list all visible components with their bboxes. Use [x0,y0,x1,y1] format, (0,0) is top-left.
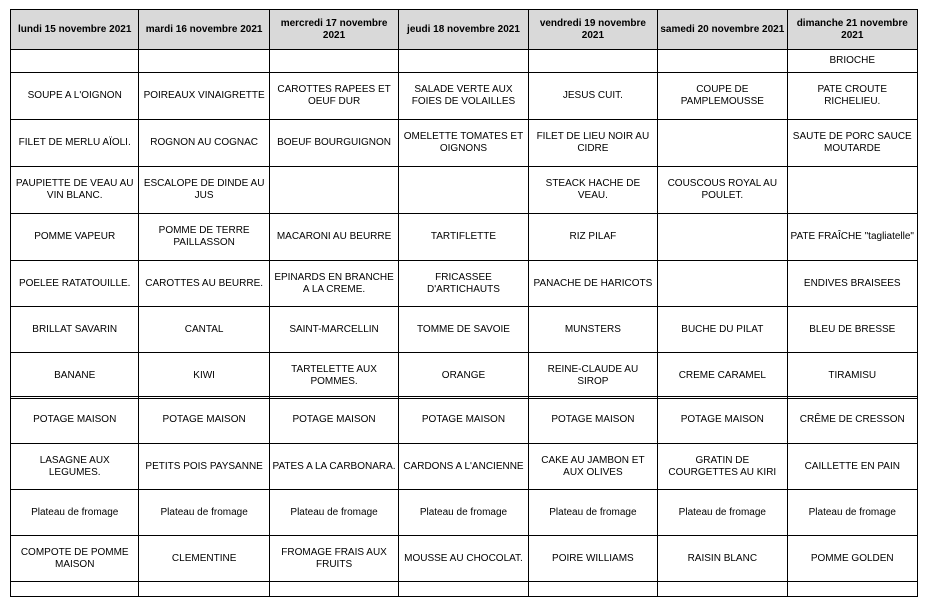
menu-cell: FRICASSEE D'ARTICHAUTS [399,261,528,307]
menu-cell: Plateau de fromage [11,490,139,536]
menu-cell: Plateau de fromage [658,490,787,536]
menu-cell: SALADE VERTE AUX FOIES DE VOLAILLES [399,73,528,120]
menu-cell: POTAGE MAISON [269,397,398,444]
menu-cell: MUNSTERS [528,307,657,353]
table-row [11,490,918,536]
day-header: samedi 20 novembre 2021 [658,10,787,50]
dinner-menu-body [11,397,918,597]
menu-cell [787,167,917,214]
menu-cell: PATE CROUTE RICHELIEU. [787,73,917,120]
menu-cell: BUCHE DU PILAT [658,307,787,353]
menu-cell: CARDONS A L'ANCIENNE [399,444,528,490]
table-row [11,536,918,582]
table-row [11,120,918,167]
table-row [11,353,918,399]
menu-cell: SOUPE A L'OIGNON [11,73,139,120]
table-row [11,167,918,214]
menu-cell: ORANGE [399,353,528,399]
day-header: vendredi 19 novembre 2021 [528,10,657,50]
menu-cell: CANTAL [139,307,269,353]
menu-cell: PAUPIETTE DE VEAU AU VIN BLANC. [11,167,139,214]
table-row [11,73,918,120]
menu-cell: CAKE AU JAMBON ET AUX OLIVES [528,444,657,490]
menu-cell [269,582,398,597]
menu-cell: TARTELETTE AUX POMMES. [269,353,398,399]
table-row [11,50,918,73]
menu-cell: SAINT-MARCELLIN [269,307,398,353]
menu-cell: BANANE [11,353,139,399]
menu-cell: JESUS CUIT. [528,73,657,120]
menu-cell: MOUSSE AU CHOCOLAT. [399,536,528,582]
menu-cell: KIWI [139,353,269,399]
menu-cell: Plateau de fromage [399,490,528,536]
menu-cell: TARTIFLETTE [399,214,528,261]
menu-cell: Plateau de fromage [269,490,398,536]
menu-cell: COMPOTE DE POMME MAISON [11,536,139,582]
day-header-row [11,10,918,50]
table-row [11,307,918,353]
menu-cell [139,582,269,597]
menu-cell [787,582,917,597]
menu-cell: COUPE DE PAMPLEMOUSSE [658,73,787,120]
menu-cell: ESCALOPE DE DINDE AU JUS [139,167,269,214]
menu-cell [658,50,787,73]
menu-cell: BRILLAT SAVARIN [11,307,139,353]
menu-cell: POIRE WILLIAMS [528,536,657,582]
menu-cell [11,582,139,597]
menu-cell: POMME GOLDEN [787,536,917,582]
menu-cell: STEACK HACHE DE VEAU. [528,167,657,214]
menu-cell: TOMME DE SAVOIE [399,307,528,353]
table-row [11,214,918,261]
menu-cell: PANACHE DE HARICOTS [528,261,657,307]
menu-cell: CRÊME DE CRESSON [787,397,917,444]
menu-cell [399,50,528,73]
dinner-menu-table [10,396,918,597]
menu-cell [399,582,528,597]
menu-cell: FROMAGE FRAIS AUX FRUITS [269,536,398,582]
menu-cell: POTAGE MAISON [399,397,528,444]
menu-cell: Plateau de fromage [787,490,917,536]
menu-cell: POMME DE TERRE PAILLASSON [139,214,269,261]
day-header: mardi 16 novembre 2021 [139,10,269,50]
menu-cell: PATE FRAÎCHE "tagliatelle" [787,214,917,261]
menu-cell: FILET DE LIEU NOIR AU CIDRE [528,120,657,167]
menu-cell: POIREAUX VINAIGRETTE [139,73,269,120]
menu-cell: Plateau de fromage [139,490,269,536]
menu-cell: BLEU DE BRESSE [787,307,917,353]
menu-cell: PETITS POIS PAYSANNE [139,444,269,490]
menu-cell: LASAGNE AUX LEGUMES. [11,444,139,490]
menu-cell [658,120,787,167]
menu-cell: POTAGE MAISON [139,397,269,444]
menu-cell: RIZ PILAF [528,214,657,261]
menu-cell: CLEMENTINE [139,536,269,582]
menu-cell: POMME VAPEUR [11,214,139,261]
menu-cell: OMELETTE TOMATES ET OIGNONS [399,120,528,167]
menu-cell: POTAGE MAISON [658,397,787,444]
day-header: dimanche 21 novembre 2021 [787,10,917,50]
menu-cell: EPINARDS EN BRANCHE A LA CREME. [269,261,398,307]
menu-cell: BOEUF BOURGUIGNON [269,120,398,167]
day-header: jeudi 18 novembre 2021 [399,10,528,50]
menu-cell [269,167,398,214]
menu-cell: FILET DE MERLU AÏOLI. [11,120,139,167]
menu-cell [269,50,398,73]
menu-cell: Plateau de fromage [528,490,657,536]
menu-cell: PATES A LA CARBONARA. [269,444,398,490]
table-row [11,582,918,597]
menu-cell: RAISIN BLANC [658,536,787,582]
menu-cell: REINE-CLAUDE AU SIROP [528,353,657,399]
menu-cell [139,50,269,73]
day-header: mercredi 17 novembre 2021 [269,10,398,50]
menu-cell: SAUTE DE PORC SAUCE MOUTARDE [787,120,917,167]
lunch-menu-body [11,50,918,399]
menu-cell [11,50,139,73]
menu-cell: MACARONI AU BEURRE [269,214,398,261]
menu-cell: BRIOCHE [787,50,917,73]
menu-cell [528,582,657,597]
menu-cell: CAILLETTE EN PAIN [787,444,917,490]
day-header: lundi 15 novembre 2021 [11,10,139,50]
menu-cell: POELEE RATATOUILLE. [11,261,139,307]
table-row [11,444,918,490]
menu-cell [658,214,787,261]
menu-cell: ENDIVES BRAISEES [787,261,917,307]
menu-cell: COUSCOUS ROYAL AU POULET. [658,167,787,214]
menu-cell: POTAGE MAISON [11,397,139,444]
menu-cell [528,50,657,73]
table-row [11,397,918,444]
menu-cell: GRATIN DE COURGETTES AU KIRI [658,444,787,490]
menu-cell: CAROTTES AU BEURRE. [139,261,269,307]
menu-cell: CREME CARAMEL [658,353,787,399]
table-row [11,261,918,307]
menu-cell [399,167,528,214]
menu-cell: POTAGE MAISON [528,397,657,444]
menu-cell [658,261,787,307]
lunch-menu-table [10,9,918,399]
menu-cell: ROGNON AU COGNAC [139,120,269,167]
menu-cell: TIRAMISU [787,353,917,399]
menu-cell [658,582,787,597]
menu-cell: CAROTTES RAPEES ET OEUF DUR [269,73,398,120]
